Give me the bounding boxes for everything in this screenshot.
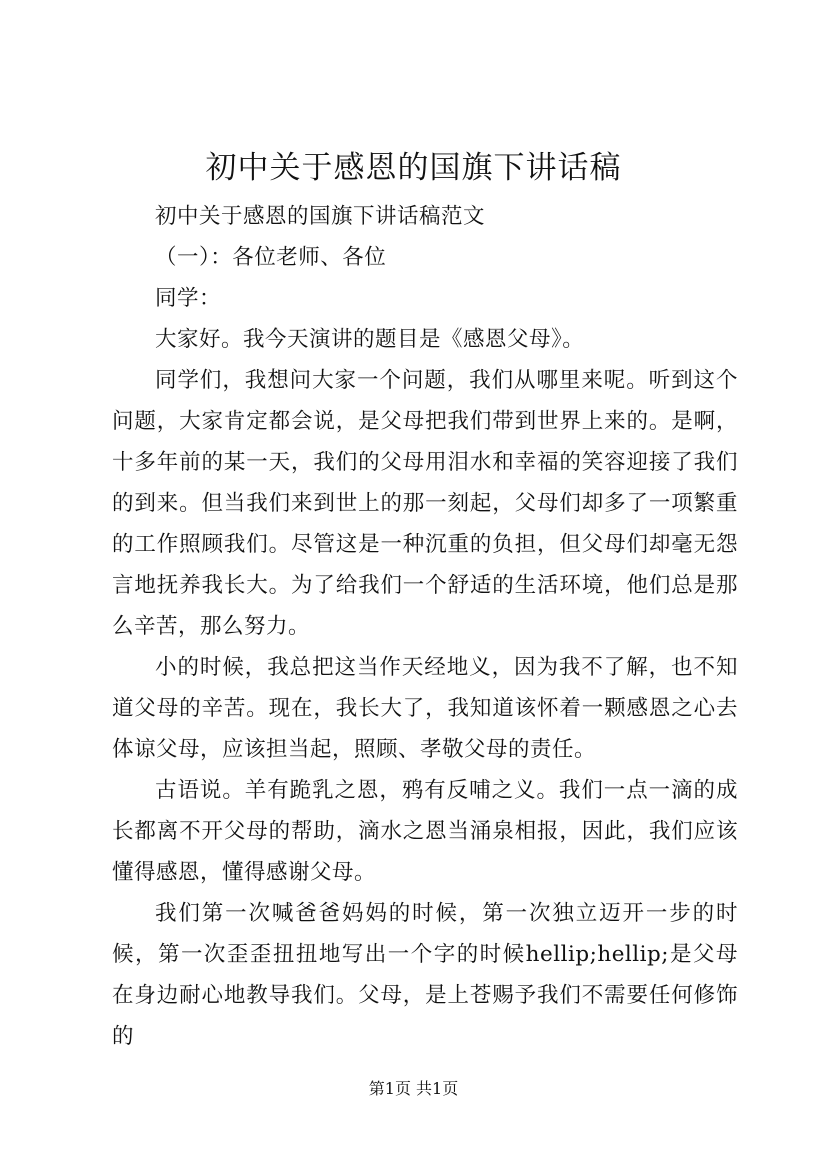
document-body bbox=[112, 196, 738, 1057]
document-title: 初中关于感恩的国旗下讲话稿 bbox=[205, 150, 622, 186]
paragraph: 同学们，我想问大家一个问题，我们从哪里来呢。听到这个问题，大家肯定都会说，是父母把我们带到世界上来的。是啊，十多年前的某一天，我们的父母用泪水和幸福的笑容迎接了我们的到来。但当我们来到世上的那一刻起，父母们却多了一项繁重的工作照顾我们。尽管这是一种沉重的负担，但父母们却毫无怨言地抚养我长大。为了给我们一个舒适的生活环境，他们总是那么辛苦，那么努力。 bbox=[112, 368, 738, 639]
page-footer bbox=[0, 1078, 827, 1100]
page-number: 第1页 共1页 bbox=[368, 1079, 459, 1098]
paragraph: 古语说。羊有跪乳之恩，鸦有反哺之义。我们一点一滴的成长都离不开父母的帮助，滴水之恩当涌泉相报，因此，我们应该懂得感恩，懂得感谢父母。 bbox=[112, 778, 738, 885]
paragraph: 小的时候，我总把这当作天经地义，因为我不了解，也不知道父母的辛苦。现在，我长大了，我知道该怀着一颗感恩之心去体谅父母，应该担当起，照顾、孝敬父母的责任。 bbox=[112, 655, 738, 762]
paragraph: 同学： bbox=[155, 286, 222, 311]
paragraph: 初中关于感恩的国旗下讲话稿范文 bbox=[155, 204, 486, 229]
paragraph: 大家好。我今天演讲的题目是《感恩父母》。 bbox=[155, 327, 585, 352]
paragraph: （一）：各位老师、各位 bbox=[155, 245, 387, 270]
paragraph: 我们第一次喊爸爸妈妈的时候，第一次独立迈开一步的时候，第一次歪歪扭扭地写出一个字的时候hellip;hellip;是父母在身边耐心地教导我们。父母，是上苍赐予我们不需要任何修饰的 bbox=[112, 901, 738, 1049]
